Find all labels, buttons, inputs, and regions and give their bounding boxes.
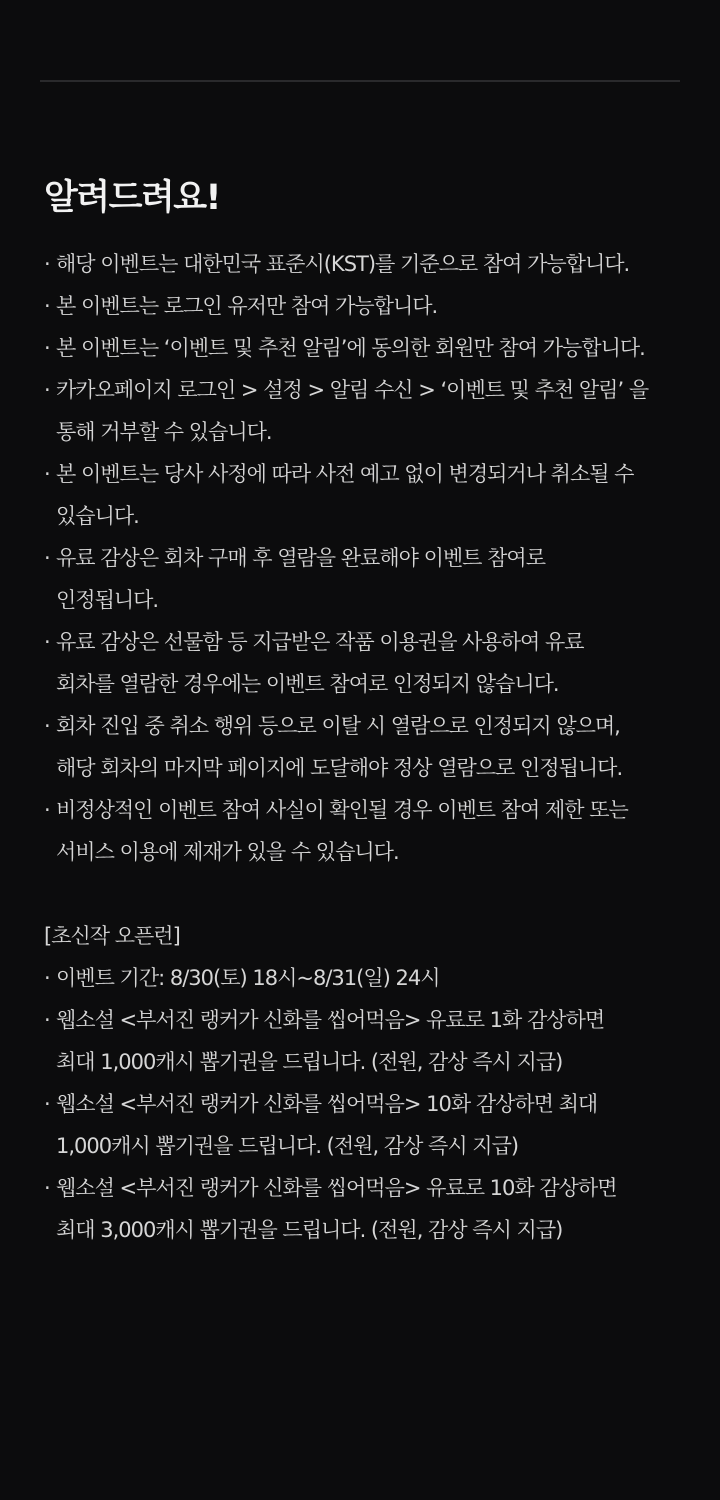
notice-item-line: 해당 회차의 마지막 페이지에 도달해야 정상 열람으로 인정됩니다.: [56, 756, 623, 780]
notice-item-line: 본 이벤트는 ‘이벤트 및 추천 알림’에 동의한 회원만 참여 가능합니다.: [56, 336, 645, 360]
bullet-dot: ·: [44, 336, 50, 360]
notice-item-line: 웹소설 <부서진 랭커가 신화를 씹어먹음> 유료로 10화 감상하면: [56, 1176, 617, 1200]
notice-item-line: 웹소설 <부서진 랭커가 신화를 씹어먹음> 10화 감상하면 최대: [56, 1092, 598, 1116]
notice-title: 알려드려요!: [44, 178, 221, 218]
bullet-dot: ·: [44, 630, 50, 654]
notice-item-line: 이벤트 기간: 8/30(토) 18시~8/31(일) 24시: [56, 966, 440, 990]
notice-item: [44, 369, 684, 453]
section-label: [초신작 오픈런]: [44, 924, 180, 948]
notice-item-line: 인정됩니다.: [56, 588, 159, 612]
notice-item-line: 최대 1,000캐시 뽑기권을 드립니다. (전원, 감상 즉시 지급): [56, 1050, 563, 1074]
notice-list: [44, 243, 684, 873]
notice-item-line: 최대 3,000캐시 뽑기권을 드립니다. (전원, 감상 즉시 지급): [56, 1218, 563, 1242]
notice-item-line: 카카오페이지 로그인 > 설정 > 알림 수신 > ‘이벤트 및 추천 알림’ 을: [56, 378, 649, 402]
bullet-dot: ·: [44, 714, 50, 738]
section-gap: [44, 873, 684, 915]
bullet-dot: ·: [44, 1092, 50, 1116]
notice-item-line: 있습니다.: [56, 504, 139, 528]
notice-item: [44, 957, 684, 999]
bullet-dot: ·: [44, 546, 50, 570]
notice-item-line: 통해 거부할 수 있습니다.: [56, 420, 272, 444]
notice-item-line: 회차 진입 중 취소 행위 등으로 이탈 시 열람으로 인정되지 않으며,: [56, 714, 620, 738]
bullet-dot: ·: [44, 1176, 50, 1200]
notice-item-line: 유료 감상은 회차 구매 후 열람을 완료해야 이벤트 참여로: [56, 546, 545, 570]
notice-item: [44, 705, 684, 789]
bullet-dot: ·: [44, 378, 50, 402]
notice-item: [44, 453, 684, 537]
section-list: [44, 957, 684, 1251]
notice-item-line: 웹소설 <부서진 랭커가 신화를 씹어먹음> 유료로 1화 감상하면: [56, 1008, 605, 1032]
notice-item: [44, 999, 684, 1083]
notice-body: [44, 243, 684, 1251]
notice-item-line: 본 이벤트는 당사 사정에 따라 사전 예고 없이 변경되거나 취소될 수: [56, 462, 634, 486]
notice-item-line: 1,000캐시 뽑기권을 드립니다. (전원, 감상 즉시 지급): [56, 1134, 519, 1158]
notice-item: [44, 789, 684, 873]
notice-item-line: 유료 감상은 선물함 등 지급받은 작품 이용권을 사용하여 유료: [56, 630, 584, 654]
bullet-dot: ·: [44, 1008, 50, 1032]
notice-item-line: 서비스 이용에 제재가 있을 수 있습니다.: [56, 840, 399, 864]
bullet-dot: ·: [44, 798, 50, 822]
notice-item: [44, 243, 684, 285]
notice-item: [44, 621, 684, 705]
notice-item: [44, 1083, 684, 1167]
notice-item: [44, 285, 684, 327]
bullet-dot: ·: [44, 462, 50, 486]
top-divider: [40, 80, 680, 82]
notice-item-line: 본 이벤트는 로그인 유저만 참여 가능합니다.: [56, 294, 438, 318]
bullet-dot: ·: [44, 966, 50, 990]
bullet-dot: ·: [44, 294, 50, 318]
notice-item: [44, 327, 684, 369]
notice-item-line: 회차를 열람한 경우에는 이벤트 참여로 인정되지 않습니다.: [56, 672, 559, 696]
notice-item: [44, 537, 684, 621]
notice-item-line: 비정상적인 이벤트 참여 사실이 확인될 경우 이벤트 참여 제한 또는: [56, 798, 628, 822]
notice-item: [44, 1167, 684, 1251]
bullet-dot: ·: [44, 252, 50, 276]
notice-item-line: 해당 이벤트는 대한민국 표준시(KST)를 기준으로 참여 가능합니다.: [56, 252, 630, 276]
